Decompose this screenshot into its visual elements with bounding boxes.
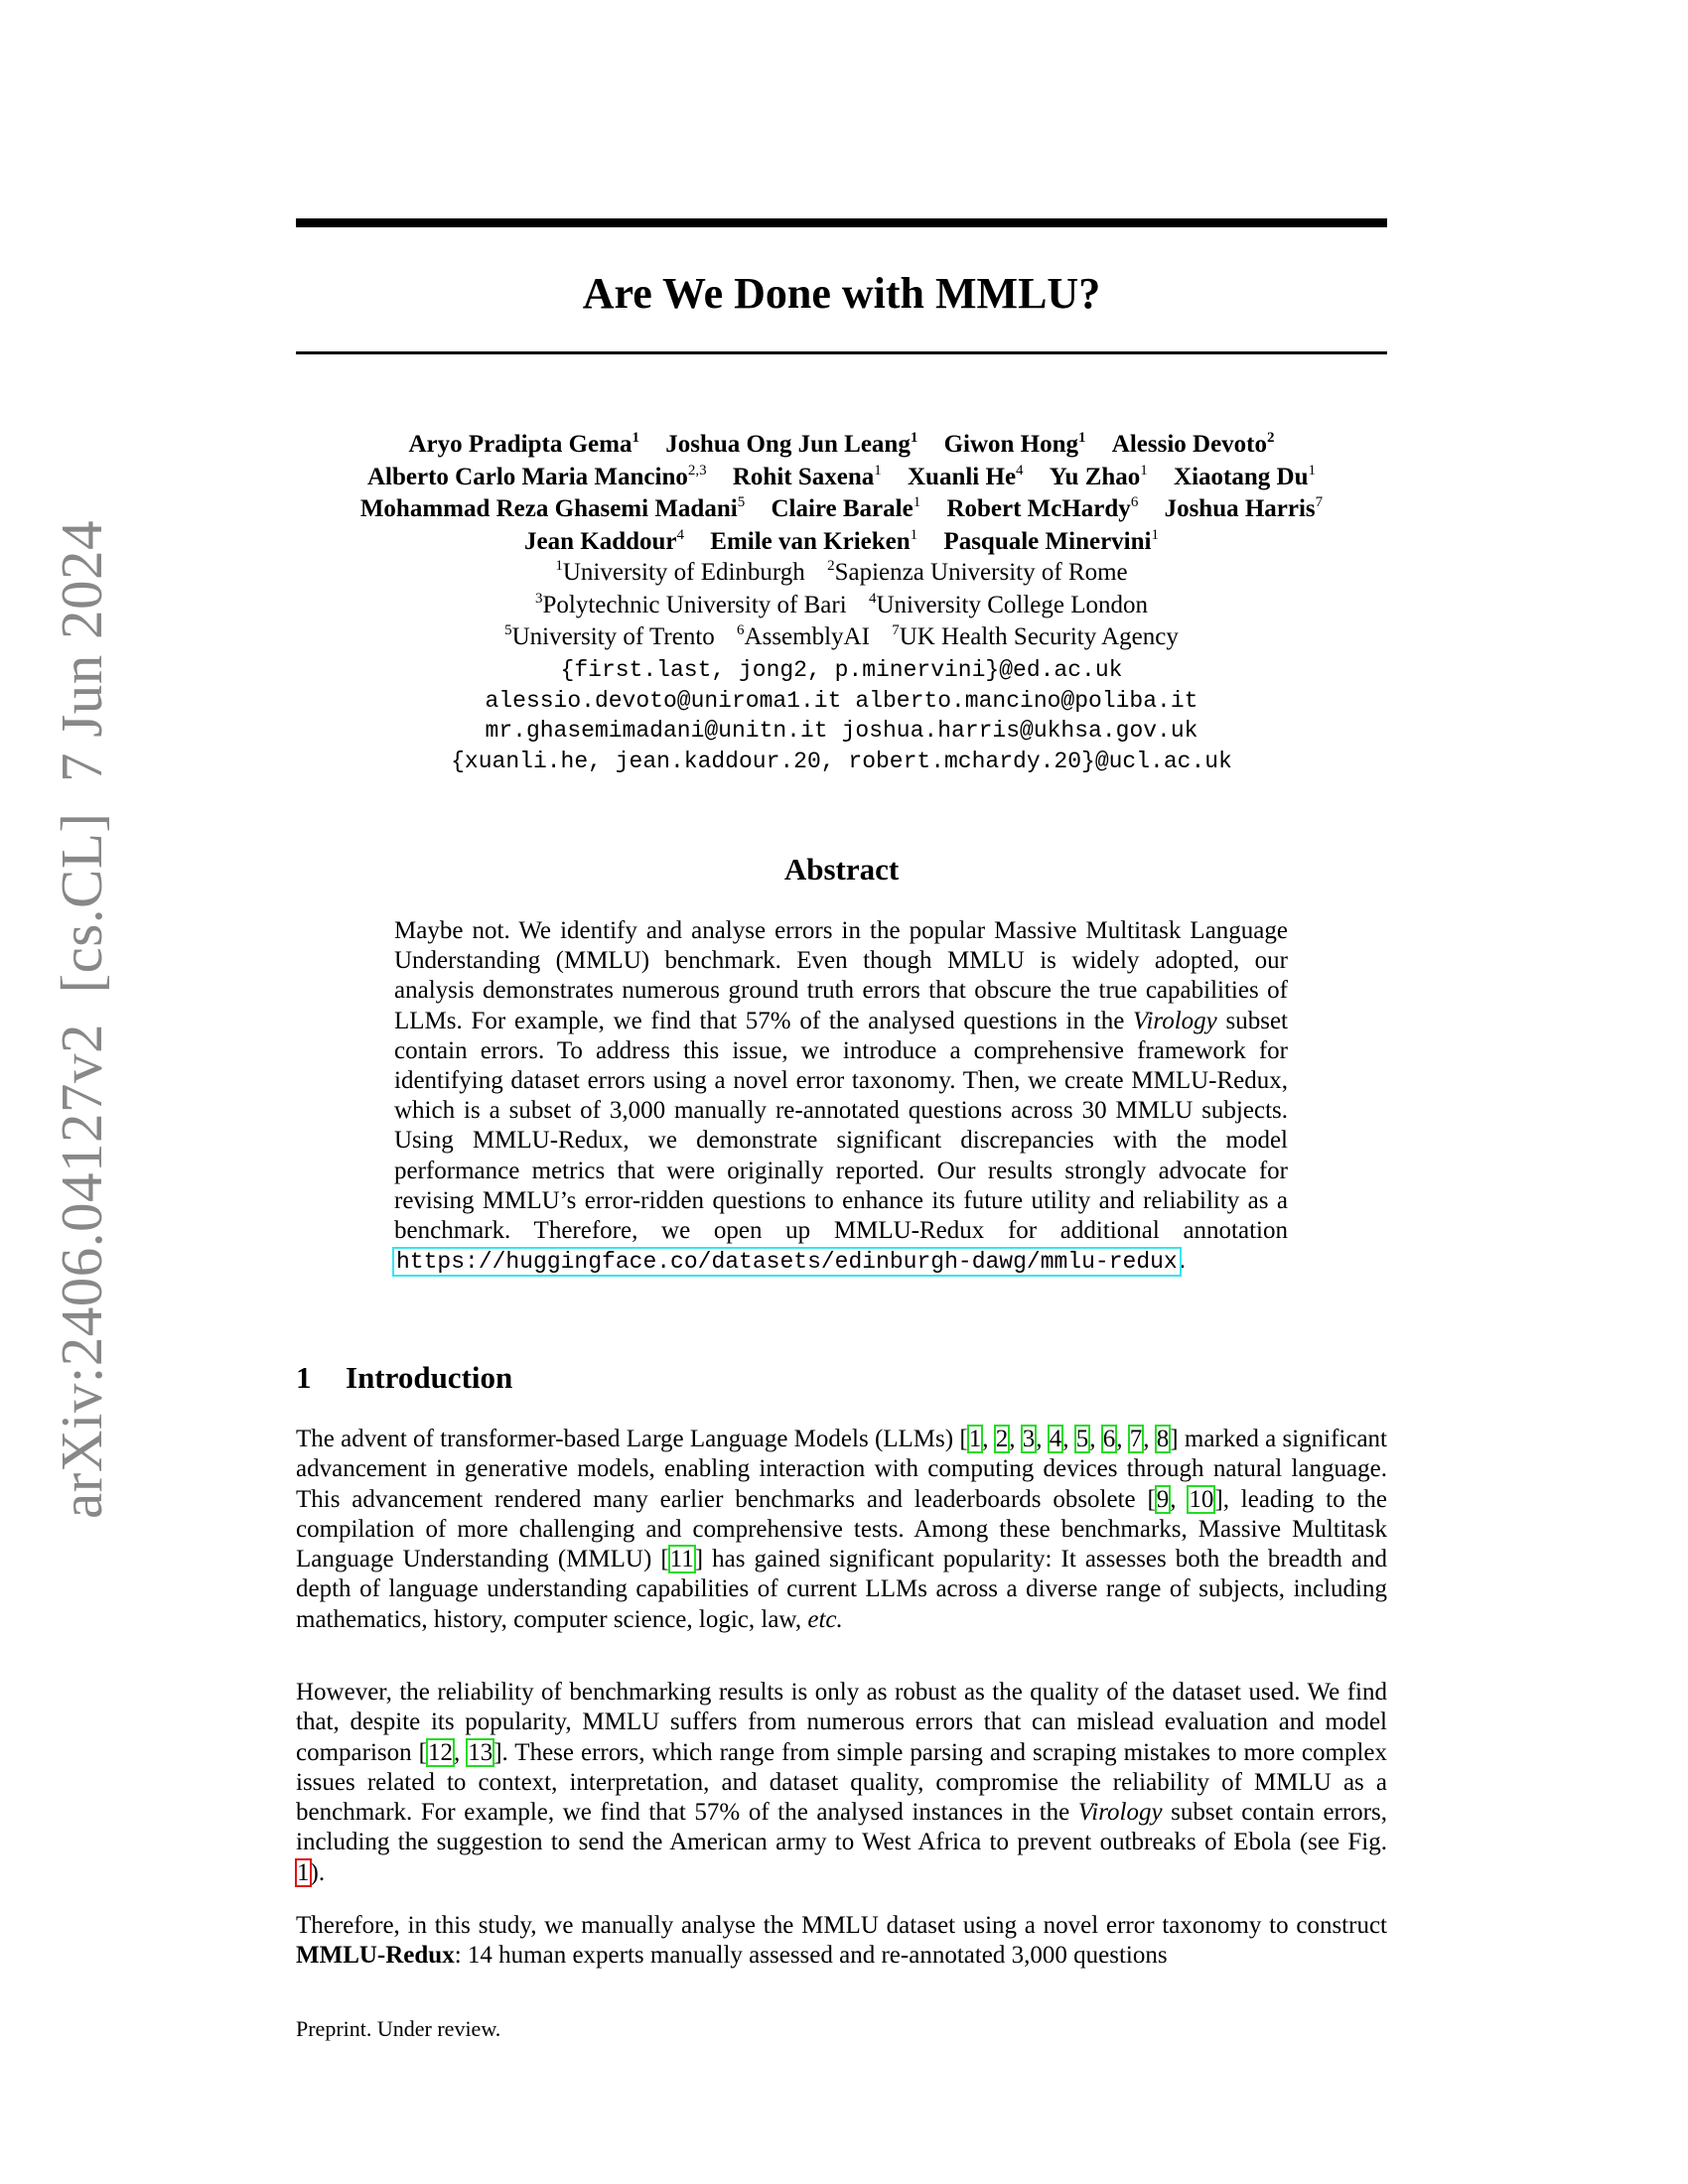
section-number: 1 (296, 1360, 312, 1395)
abstract-heading: Abstract (783, 852, 900, 887)
email-address: {first.last, jong2, p.minervini}@ed.ac.uk (560, 657, 1123, 683)
affiliation: $^2$Sapienza University of Rome (827, 558, 1128, 586)
intro-paragraph-3: Therefore, in this study, we manually analyse the MMLU dataset using a novel error taxonomy to construct MMLU-Redux: 14 human experts manually assessed and re-annotated 3,000 questions (296, 1912, 1387, 1970)
affiliation: $^3$Polytechnic University of Bari (534, 590, 847, 618)
section-title: Introduction (346, 1360, 513, 1395)
abstract-body: Maybe not. We identify and analyse errors in the popular Massive Multitask Language Understanding (MMLU) benchmark. Even though MMLU is widely adopted, our analysis demonstrates numerous ground truth errors that obscure the true capabilities of LLMs. For example, we find that 57% of the analysed questions in the Virology subset contain errors. To address this issue, we introduce a comprehensive framework for identifying dataset errors using a novel error taxonomy. Then, we create MMLU-Redux, which is a subset of 3,000 manually re-annotated questions across 30 MMLU subjects. Using MMLU-Redux, we demonstrate significant discrepancies with the model performance metrics that were originally reported. Our results strongly advocate for revising MMLU’s error-ridden questions to enhance its future utility and reliability as a benchmark. Therefore, we open up MMLU-Redux for additional annotation https://huggingface.co/datasets/edinburgh-dawg/mmlu-redux. (394, 917, 1288, 1276)
affiliation-line (296, 590, 1387, 622)
arxiv-identifier-stamp: arXiv:2406.04127v2 [cs.CL] 7 Jun 2024 (49, 519, 114, 1519)
figure-reference-link[interactable]: 1 (297, 1858, 310, 1886)
affiliation: $^4$University College London (868, 590, 1149, 618)
author: Rohit Saxena$^1$ (732, 462, 882, 490)
affiliation-line (296, 621, 1387, 654)
affiliation-line (296, 557, 1387, 590)
preprint-footer: Preprint. Under review. (296, 2016, 501, 2041)
author: Aryo Pradipta Gema$^1$ (408, 430, 639, 458)
citation-link[interactable]: 11 (669, 1546, 694, 1573)
affiliation: $^6$AssemblyAI (737, 622, 870, 650)
title-top-rule (296, 218, 1387, 227)
email-line (296, 686, 1387, 717)
citation-link[interactable]: 2 (995, 1426, 1009, 1452)
email-line (296, 655, 1387, 686)
author: Jean Kaddour$^4$ (524, 526, 685, 555)
author-list (296, 429, 1387, 558)
affiliation: $^7$UK Health Security Agency (892, 622, 1179, 650)
author: Xiaotang Du$^1$ (1174, 462, 1316, 490)
author: Alberto Carlo Maria Mancino$^{2,3}$ (367, 462, 707, 490)
email-address: mr.ghasemimadani@unitn.it (485, 718, 828, 744)
author: Giwon Hong$^1$ (943, 430, 1086, 458)
citation-link[interactable]: 9 (1156, 1485, 1170, 1513)
citation-link[interactable]: 3 (1022, 1426, 1036, 1452)
author: Joshua Harris$^7$ (1164, 494, 1324, 522)
email-address: alessio.devoto@uniroma1.it (485, 687, 842, 714)
author: Mohammad Reza Ghasemi Madani$^5$ (359, 494, 746, 522)
author: Alessio Devoto$^2$ (1111, 430, 1275, 458)
citation-link[interactable]: 10 (1189, 1485, 1214, 1513)
email-address: {xuanli.he, jean.kaddour.20, robert.mchardy.20}@ucl.ac.uk (451, 748, 1232, 774)
author-line (296, 493, 1387, 526)
affiliation-list (296, 557, 1387, 654)
affiliation: $^5$University of Trento (504, 622, 715, 650)
email-line (296, 747, 1387, 777)
affiliation: $^1$University of Edinburgh (555, 558, 805, 586)
email-address: alberto.mancino@poliba.it (855, 687, 1198, 714)
citation-link[interactable]: 6 (1102, 1426, 1116, 1452)
author: Pasquale Minervini$^1$ (943, 526, 1159, 555)
author-line (296, 429, 1387, 462)
title-bottom-rule (296, 351, 1387, 354)
author: Joshua Ong Jun Leang$^1$ (665, 430, 918, 458)
intro-paragraph-1: The advent of transformer-based Large Language Models (LLMs) [1, 2, 3, 4, 5, 6, 7, 8] marked a significant advancement in generative models, enabling interaction with computing devices through natural language. This advancement rendered many earlier benchmarks and leaderboards obsolete [9, 10], leading to the compilation of more challenging and comprehensive tests. Among these benchmarks, Massive Multitask Language Understanding (MMLU) [11] has gained significant popularity: It assesses both the breadth and depth of language understanding capabilities of current LLMs across a diverse range of subjects, including mathematics, history, computer science, logic, law, etc. (296, 1426, 1388, 1633)
author: Claire Barale$^1$ (771, 494, 921, 522)
email-line (296, 716, 1387, 747)
citation-link[interactable]: 8 (1156, 1426, 1170, 1452)
email-address: joshua.harris@ukhsa.gov.uk (841, 718, 1198, 744)
citation-link[interactable]: 1 (968, 1426, 982, 1452)
paper-title: Are We Done with MMLU? (582, 269, 1101, 318)
citation-link[interactable]: 5 (1075, 1426, 1089, 1452)
author: Xuanli He$^4$ (908, 462, 1024, 490)
email-list (296, 655, 1387, 776)
citation-link[interactable]: 7 (1129, 1426, 1143, 1452)
author-line (296, 462, 1387, 494)
author-line (296, 526, 1387, 559)
intro-paragraph-2: However, the reliability of benchmarking results is only as robust as the quality of the dataset used. We find that, despite its popularity, MMLU suffers from numerous errors that can mislead evaluation and model comparison [12, 13]. These errors, which range from simple parsing and scraping mistakes to more complex issues related to context, interpretation, and dataset quality, compromise the reliability of MMLU as a benchmark. For example, we find that 57% of the analysed instances in the Virology subset contain errors, including the suggestion to send the American army to West Africa to prevent outbreaks of Ebola (see Fig. 1). (296, 1679, 1387, 1886)
citation-link[interactable]: 13 (468, 1738, 493, 1766)
author: Robert McHardy$^6$ (946, 494, 1139, 522)
section-heading-introduction (296, 1358, 512, 1398)
dataset-url-link[interactable]: https://huggingface.co/datasets/edinburgh-dawg/mmlu-redux (396, 1249, 1178, 1276)
citation-link[interactable]: 4 (1049, 1426, 1062, 1452)
citation-link[interactable]: 12 (427, 1738, 453, 1766)
author: Yu Zhao$^1$ (1049, 462, 1148, 490)
author: Emile van Krieken$^1$ (710, 526, 918, 555)
